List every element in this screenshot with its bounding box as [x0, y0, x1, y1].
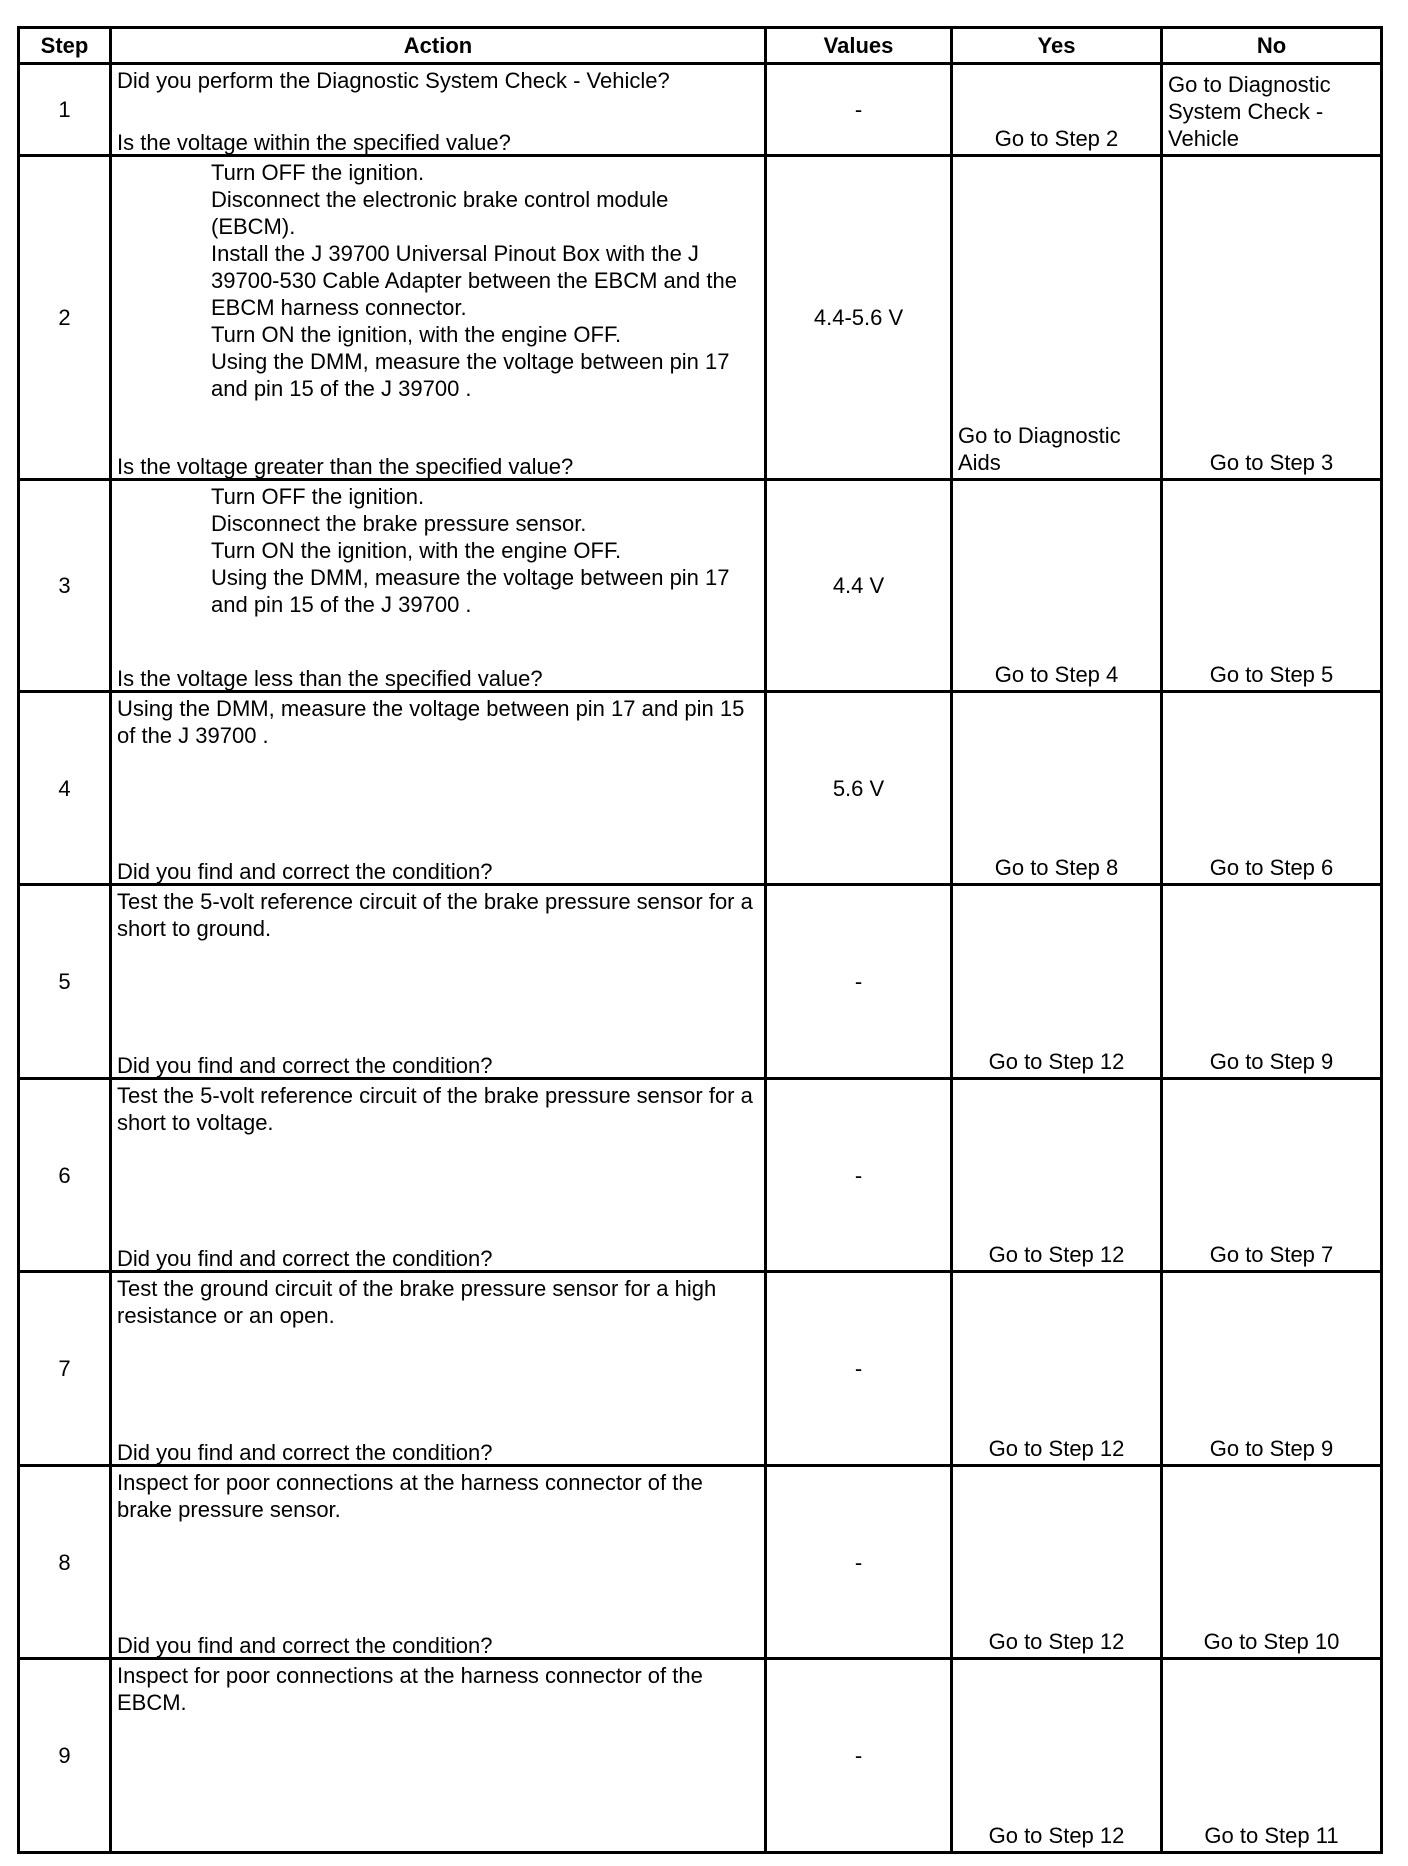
action-question: Is the voltage within the specified value?: [117, 130, 511, 155]
yes-cell: [952, 885, 1162, 1079]
no-line: Go to Step 11: [1204, 1823, 1339, 1848]
yes-cell: [952, 1466, 1162, 1659]
no-cell: [1162, 1659, 1382, 1853]
action-cell: [111, 1440, 766, 1659]
value-cell: -: [766, 1079, 952, 1272]
no-cell: [1162, 885, 1382, 1079]
yes-line: Go to Step 2: [994, 126, 1119, 151]
step-number: 5: [19, 885, 111, 1079]
table-row: [19, 156, 1382, 480]
action-line: Turn OFF the ignition.: [211, 484, 425, 509]
table-row: [19, 1272, 1382, 1466]
no-line: Go to Step 5: [1209, 662, 1334, 687]
no-line: Go to Diagnostic: [1168, 72, 1331, 97]
yes-cell: [952, 1272, 1162, 1466]
yes-line: Go to Step 12: [988, 1049, 1125, 1074]
step-number: 9: [19, 1659, 111, 1853]
action-line: Turn OFF the ignition.: [211, 160, 425, 185]
no-line: Go to Step 10: [1203, 1629, 1340, 1654]
value-cell: 4.4-5.6 V: [766, 156, 952, 480]
action-line: Did you perform the Diagnostic System Check - Vehicle?: [117, 68, 670, 93]
value-cell: 5.6 V: [766, 692, 952, 885]
action-line: Turn ON the ignition, with the engine OFF.: [211, 322, 622, 347]
action-line: Using the DMM, measure the voltage between pin 17 and pin 15 of the J 39700 .: [117, 696, 745, 748]
no-cell: [1162, 1079, 1382, 1272]
no-line: System Check -: [1168, 99, 1324, 124]
no-line: Go to Step 9: [1209, 1436, 1334, 1461]
no-line: Go to Step 9: [1209, 1049, 1334, 1074]
action-line: Test the ground circuit of the brake pressure sensor for a high resistance or an open.: [117, 1276, 717, 1328]
yes-line: Go to Step 12: [988, 1436, 1125, 1461]
action-cell: [111, 859, 766, 1079]
action-question: Did you find and correct the condition?: [117, 1246, 493, 1271]
action-line: Disconnect the electronic brake control module (EBCM).: [211, 187, 669, 239]
yes-line: Go to Step 12: [988, 1823, 1125, 1848]
action-line: Using the DMM, measure the voltage between pin 17 and pin 15 of the J 39700 .: [211, 349, 730, 401]
no-cell: [1162, 692, 1382, 885]
action-line: Test the 5-volt reference circuit of the brake pressure sensor for a short to voltage.: [117, 1083, 753, 1135]
action-cell: [111, 130, 766, 480]
table-row: [19, 480, 1382, 692]
yes-line: Go to Step 12: [988, 1629, 1125, 1654]
step-number: 3: [19, 480, 111, 692]
header-values: Values: [766, 28, 952, 64]
action-cell: [111, 666, 766, 885]
header-step: Step: [19, 28, 111, 64]
value-cell: -: [766, 885, 952, 1079]
action-line: Inspect for poor connections at the harness connector of the EBCM.: [117, 1663, 703, 1715]
yes-line: Go to Step 4: [994, 662, 1119, 687]
header-action: Action: [111, 28, 766, 64]
no-cell: [1162, 480, 1382, 692]
no-line: Vehicle: [1168, 126, 1239, 151]
yes-cell: [952, 1659, 1162, 1853]
action-line: Using the DMM, measure the voltage between pin 17 and pin 15 of the J 39700 .: [211, 565, 730, 617]
no-cell: [1162, 1272, 1382, 1466]
value-cell: -: [766, 1659, 952, 1853]
value-cell: -: [766, 1272, 952, 1466]
no-line: Go to Step 6: [1209, 855, 1334, 880]
header-row: [19, 28, 1382, 64]
action-line: Install the J 39700 Universal Pinout Box with the J 39700-530 Cable Adapter between the EBCM and the EBCM harness connector.: [211, 241, 737, 320]
header-no: No: [1162, 28, 1382, 64]
action-line: Test the 5-volt reference circuit of the brake pressure sensor for a short to ground.: [117, 889, 753, 941]
action-cell: [111, 1053, 766, 1272]
no-cell: [1162, 64, 1382, 156]
step-number: 6: [19, 1079, 111, 1272]
value-cell: -: [766, 1466, 952, 1659]
action-line: Turn ON the ignition, with the engine OFF.: [211, 538, 622, 563]
action-question: Is the voltage less than the specified value?: [117, 666, 543, 691]
header-yes: Yes: [952, 28, 1162, 64]
yes-line: Aids: [958, 450, 1001, 475]
diagnostic-table: [17, 26, 1383, 1854]
yes-cell: [952, 156, 1162, 480]
step-number: 8: [19, 1466, 111, 1659]
step-number: 1: [19, 64, 111, 156]
action-question: Is the voltage greater than the specified value?: [117, 454, 574, 479]
yes-line: Go to Step 8: [994, 855, 1119, 880]
step-number: 4: [19, 692, 111, 885]
action-question: Did you find and correct the condition?: [117, 1053, 493, 1078]
yes-cell: [952, 1079, 1162, 1272]
no-line: Go to Step 3: [1209, 450, 1334, 475]
yes-cell: [952, 64, 1162, 156]
action-cell: [111, 1633, 766, 1853]
action-cell: [111, 454, 766, 692]
step-number: 2: [19, 156, 111, 480]
table-row: [19, 885, 1382, 1079]
action-question: Did you find and correct the condition?: [117, 1440, 493, 1465]
no-line: Go to Step 7: [1209, 1242, 1334, 1267]
action-cell: [111, 1246, 766, 1466]
action-question: Did you find and correct the condition?: [117, 1633, 493, 1658]
table-row: [19, 1659, 1382, 1853]
action-line: Inspect for poor connections at the harness connector of the brake pressure sensor.: [117, 1470, 703, 1522]
action-line: Disconnect the brake pressure sensor.: [211, 511, 587, 536]
value-cell: 4.4 V: [766, 480, 952, 692]
yes-cell: [952, 692, 1162, 885]
table-row: [19, 1466, 1382, 1659]
value-cell: -: [766, 64, 952, 156]
no-cell: [1162, 1466, 1382, 1659]
yes-line: Go to Diagnostic: [958, 423, 1121, 448]
table-row: [19, 1079, 1382, 1272]
yes-line: Go to Step 12: [988, 1242, 1125, 1267]
no-cell: [1162, 156, 1382, 480]
table-row: [19, 692, 1382, 885]
action-question: Did you find and correct the condition?: [117, 859, 493, 884]
yes-cell: [952, 480, 1162, 692]
step-number: 7: [19, 1272, 111, 1466]
